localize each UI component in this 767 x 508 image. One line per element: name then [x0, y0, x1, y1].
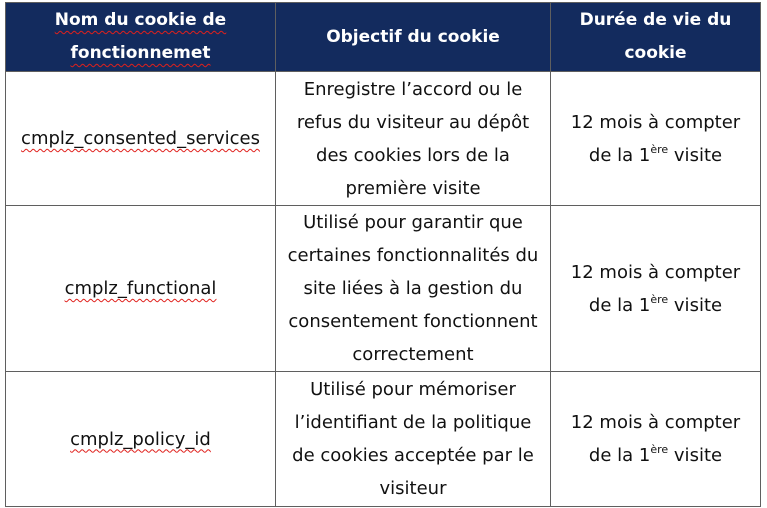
lifetime-superscript: ère [650, 142, 669, 156]
cookie-name-cell [6, 206, 276, 372]
header-cookie-lifetime-line1: Durée de vie du [579, 10, 732, 30]
purpose-line: refus du visiteur au dépôt [296, 111, 530, 133]
cookie-name: cmplz_consented_services [21, 128, 260, 149]
cookie-lifetime-cell [551, 72, 761, 206]
purpose-line: de cookies acceptée par le [292, 445, 534, 466]
header-cookie-name-line2: fonctionnemet [70, 43, 211, 63]
cookie-name: cmplz_functional [64, 278, 217, 299]
purpose-line: Enregistre l’accord ou le [303, 78, 523, 100]
purpose-line: consentement fonctionnent [288, 311, 538, 332]
lifetime-line1: 12 mois à compter [570, 261, 741, 283]
lifetime-suffix: visite [668, 445, 723, 466]
header-cookie-name-line1: Nom du cookie de [54, 10, 227, 30]
purpose-line: visiteur [379, 478, 447, 499]
purpose-line: site liées à la gestion du [303, 278, 523, 299]
header-cookie-lifetime-line2: cookie [624, 43, 687, 63]
lifetime-prefix: de la 1 [588, 144, 651, 166]
cookie-lifetime-cell [551, 372, 761, 507]
header-cookie-purpose-label: Objectif du cookie [326, 26, 500, 47]
purpose-line: l’identifiant de la politique [294, 412, 532, 433]
cookie-name-cell [6, 372, 276, 507]
lifetime-prefix: de la 1 [588, 445, 651, 466]
lifetime-suffix: visite [668, 144, 723, 166]
lifetime-line1: 12 mois à compter [570, 412, 741, 433]
purpose-line: Utilisé pour mémoriser [310, 379, 516, 400]
cookie-lifetime-cell [551, 206, 761, 372]
cookie-purpose-cell [276, 206, 551, 372]
table-header-row [6, 3, 761, 72]
purpose-line: Utilisé pour garantir que [303, 212, 523, 233]
header-cookie-lifetime [551, 3, 761, 72]
lifetime-superscript: ère [650, 292, 669, 306]
purpose-line: certaines fonctionnalités du [287, 245, 539, 266]
lifetime-suffix: visite [668, 294, 723, 316]
cookie-purpose-cell [276, 72, 551, 206]
cookie-purpose-cell [276, 372, 551, 507]
purpose-line: correctement [352, 344, 474, 365]
lifetime-superscript: ère [650, 443, 669, 456]
cookie-name: cmplz_policy_id [70, 428, 211, 450]
table-row [6, 206, 761, 372]
cookie-table [5, 2, 761, 507]
purpose-line: des cookies lors de la [316, 144, 510, 166]
lifetime-line1: 12 mois à compter [570, 111, 741, 133]
purpose-line: première visite [345, 177, 481, 199]
cookie-name-cell [6, 72, 276, 206]
table-row [6, 72, 761, 206]
header-cookie-name [6, 3, 276, 72]
header-cookie-purpose [276, 3, 551, 72]
table-row [6, 372, 761, 507]
lifetime-prefix: de la 1 [588, 294, 651, 316]
